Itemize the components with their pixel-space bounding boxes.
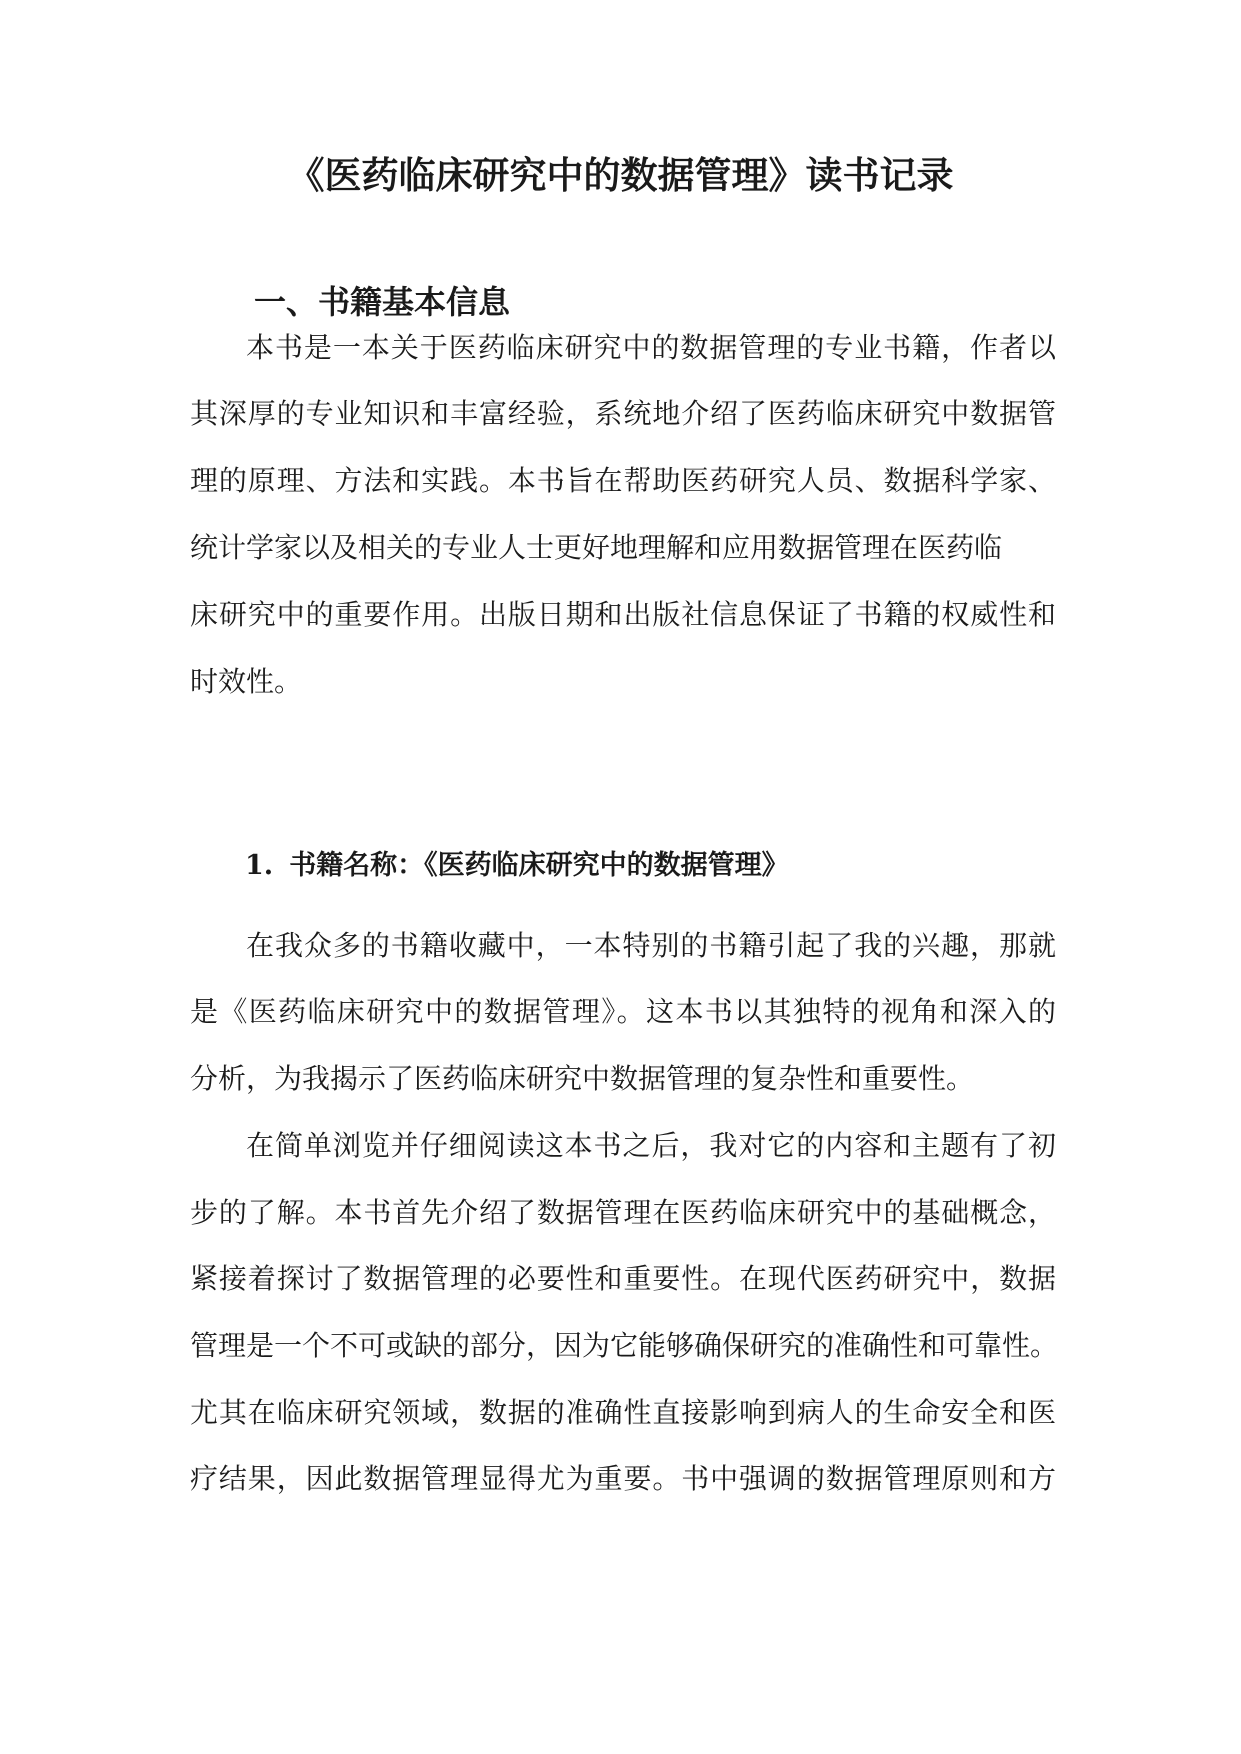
paragraph-line: 理的原理、方法和实践。本书旨在帮助医药研究人员、数据科学家、 bbox=[190, 464, 1056, 497]
paragraph-line: 在简单浏览并仔细阅读这本书之后，我对它的内容和主题有了初 bbox=[246, 1129, 1056, 1162]
paragraph-line: 管理是一个不可或缺的部分，因为它能够确保研究的准确性和可靠性。 bbox=[190, 1329, 1059, 1362]
paragraph-line: 是《医药临床研究中的数据管理》。这本书以其独特的视角和深入的 bbox=[190, 995, 1056, 1028]
paragraph-line: 在我众多的书籍收藏中，一本特别的书籍引起了我的兴趣，那就 bbox=[246, 929, 1056, 962]
paragraph-line: 分析，为我揭示了医药临床研究中数据管理的复杂性和重要性。 bbox=[190, 1062, 975, 1095]
paragraph-line: 统计学家以及相关的专业人士更好地理解和应用数据管理在医药临 bbox=[190, 531, 1003, 564]
paragraph-line: 尤其在临床研究领域，数据的准确性直接影响到病人的生命安全和医 bbox=[190, 1396, 1056, 1429]
paragraph-line: 其深厚的专业知识和丰富经验，系统地介绍了医药临床研究中数据管 bbox=[190, 397, 1056, 430]
paragraph-line: 疗结果，因此数据管理显得尤为重要。书中强调的数据管理原则和方 bbox=[190, 1462, 1056, 1495]
document-title: 《医药临床研究中的数据管理》读书记录 bbox=[287, 153, 954, 197]
paragraph-line: 床研究中的重要作用。出版日期和出版社信息保证了书籍的权威性和 bbox=[190, 598, 1056, 631]
subsection-title: 书籍名称：《医药临床研究中的数据管理》 bbox=[289, 850, 789, 881]
paragraph-line: 步的了解。本书首先介绍了数据管理在医药临床研究中的基础概念， bbox=[190, 1196, 1056, 1229]
paragraph-line: 时效性。 bbox=[190, 665, 303, 698]
section-heading-basic-info: 一、书籍基本信息 bbox=[254, 283, 511, 321]
subsection-number: 1. bbox=[245, 850, 274, 881]
paragraph-line: 本书是一本关于医药临床研究中的数据管理的专业书籍，作者以 bbox=[246, 331, 1056, 364]
subsection-heading-book-name bbox=[245, 846, 789, 886]
paragraph-line: 紧接着探讨了数据管理的必要性和重要性。在现代医药研究中，数据 bbox=[190, 1262, 1056, 1295]
